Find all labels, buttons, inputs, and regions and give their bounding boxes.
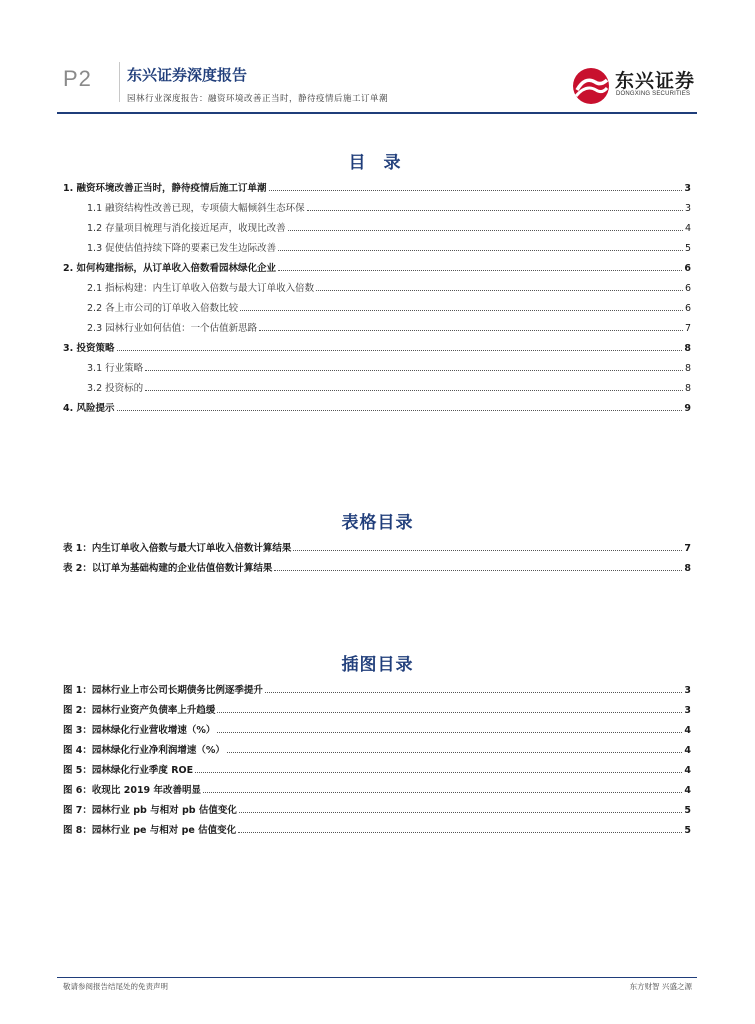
toc-entry[interactable]: [63, 378, 691, 394]
table-entry[interactable]: [63, 538, 691, 554]
footer-slogan: 东方财智 兴盛之源: [629, 982, 692, 991]
toc-entry-label: 1. 融资环境改善正当时，静待疫情后施工订单潮: [63, 183, 267, 194]
figure-entry-label: 图 1：园林行业上市公司长期债务比例逐季提升: [63, 685, 263, 696]
toc-entry-page: 5: [684, 243, 691, 254]
table-entry-label: 表 1：内生订单收入倍数与最大订单收入倍数计算结果: [63, 543, 292, 554]
toc-entry-page: 6: [684, 263, 691, 274]
table-entry-label: 表 2：以订单为基础构建的企业估值倍数计算结果: [63, 563, 273, 574]
figure-entry-page: 4: [684, 785, 691, 796]
toc-entry-label: 1.2 存量项目梳理与消化接近尾声，收现比改善: [87, 223, 286, 234]
toc-entry-label: 2.2 各上市公司的订单收入倍数比较: [87, 303, 239, 314]
leader-dots: [278, 249, 683, 251]
logo-mark-icon: [571, 66, 611, 106]
figure-entry[interactable]: [63, 720, 691, 736]
figure-entry[interactable]: [63, 800, 691, 816]
figure-entry-label: 图 6：收现比 2019 年改善明显: [63, 785, 201, 796]
leader-dots: [217, 731, 682, 733]
figure-entry-page: 4: [684, 745, 691, 756]
leader-dots: [145, 389, 683, 391]
page-number: P2: [63, 66, 92, 91]
header-rule: [57, 112, 697, 114]
tables-title: 表格目录: [341, 513, 414, 533]
table-entry-page: 7: [684, 543, 691, 554]
leader-dots: [117, 409, 683, 411]
toc-entry-label: 2. 如何构建指标，从订单收入倍数看园林绿化企业: [63, 263, 277, 274]
toc-entry-page: 8: [684, 343, 691, 354]
toc-entry[interactable]: [63, 398, 691, 414]
figure-entry[interactable]: [63, 680, 691, 696]
leader-dots: [316, 289, 683, 291]
table-entry[interactable]: [63, 558, 691, 574]
figure-entry[interactable]: [63, 740, 691, 756]
toc-entry-page: 9: [684, 403, 691, 414]
toc-entry-page: 8: [684, 363, 691, 374]
leader-dots: [293, 549, 682, 551]
toc-entry[interactable]: [63, 238, 691, 254]
figure-entry[interactable]: [63, 700, 691, 716]
figure-entry-page: 5: [684, 825, 691, 836]
toc-entry-label: 3.1 行业策略: [87, 363, 144, 374]
leader-dots: [269, 189, 683, 191]
figure-entry[interactable]: [63, 760, 691, 776]
toc-entry-label: 1.1 融资结构性改善已现，专项债大幅倾斜生态环保: [87, 203, 305, 214]
leader-dots: [307, 209, 683, 211]
figure-entry-page: 3: [684, 705, 691, 716]
leader-dots: [145, 369, 683, 371]
figure-entry-label: 图 4：园林绿化行业净利润增速（%）: [63, 745, 225, 756]
leader-dots: [195, 771, 682, 773]
toc-entry-label: 3. 投资策略: [63, 343, 115, 354]
figure-entry-label: 图 8：园林行业 pe 与相对 pe 估值变化: [63, 825, 237, 836]
figure-entry-label: 图 2：园林行业资产负债率上升趋缓: [63, 705, 216, 716]
toc-entry-label: 3.2 投资标的: [87, 383, 144, 394]
table-entry-page: 8: [684, 563, 691, 574]
figure-entry[interactable]: [63, 820, 691, 836]
toc-entry[interactable]: [63, 218, 691, 234]
leader-dots: [227, 751, 682, 753]
toc-entry[interactable]: [63, 258, 691, 274]
toc-entry-label: 1.3 促使估值持续下降的要素已发生边际改善: [87, 243, 277, 254]
leader-dots: [238, 831, 682, 833]
logo-english-text: DONGXING SECURITIES: [616, 91, 691, 97]
toc-entry-page: 7: [684, 323, 691, 334]
toc-entry-page: 3: [684, 203, 691, 214]
figure-entry-page: 4: [684, 765, 691, 776]
figure-entry-label: 图 7：园林行业 pb 与相对 pb 估值变化: [63, 805, 237, 816]
toc-entry[interactable]: [63, 318, 691, 334]
figure-entry-page: 4: [684, 725, 691, 736]
leader-dots: [217, 711, 682, 713]
toc-title: 目 录: [348, 153, 407, 173]
figures-title: 插图目录: [341, 655, 414, 675]
toc-entry-label: 2.3 园林行业如何估值：一个估值新思路: [87, 323, 258, 334]
figure-entry-label: 图 3：园林绿化行业营收增速（%）: [63, 725, 216, 736]
toc-entry-label: 4. 风险提示: [63, 403, 115, 414]
leader-dots: [259, 329, 683, 331]
leader-dots: [265, 691, 682, 693]
leader-dots: [203, 791, 682, 793]
toc-entry-label: 2.1 指标构建：内生订单收入倍数与最大订单收入倍数: [87, 283, 315, 294]
toc-entry-page: 3: [684, 183, 691, 194]
toc-entry[interactable]: [63, 298, 691, 314]
toc-entry-page: 6: [684, 303, 691, 314]
figure-entry-label: 图 5：园林绿化行业季度 ROE: [63, 765, 194, 776]
report-type-title: 东兴证券深度报告: [127, 66, 248, 84]
leader-dots: [288, 229, 683, 231]
figure-entry-page: 3: [684, 685, 691, 696]
leader-dots: [278, 269, 682, 271]
toc-entry[interactable]: [63, 358, 691, 374]
footer-rule: [57, 977, 697, 978]
leader-dots: [240, 309, 683, 311]
figure-entry-page: 5: [684, 805, 691, 816]
toc-entry-page: 8: [684, 383, 691, 394]
leader-dots: [274, 569, 682, 571]
logo-text: 东兴证券: [615, 70, 696, 92]
page-header: [57, 58, 697, 118]
leader-dots: [117, 349, 683, 351]
footer-disclaimer: 敬请参阅报告结尾处的免责声明: [63, 982, 168, 991]
toc-entry[interactable]: [63, 198, 691, 214]
header-divider: [119, 62, 120, 102]
company-logo: [571, 64, 711, 108]
leader-dots: [239, 811, 683, 813]
toc-entry[interactable]: [63, 278, 691, 294]
toc-entry[interactable]: [63, 338, 691, 354]
report-subtitle: 园林行业深度报告：融资环境改善正当时，静待疫情后施工订单潮: [127, 94, 389, 104]
toc-entry-page: 6: [684, 283, 691, 294]
figure-entry[interactable]: [63, 780, 691, 796]
toc-entry-page: 4: [684, 223, 691, 234]
toc-entry[interactable]: [63, 178, 691, 194]
